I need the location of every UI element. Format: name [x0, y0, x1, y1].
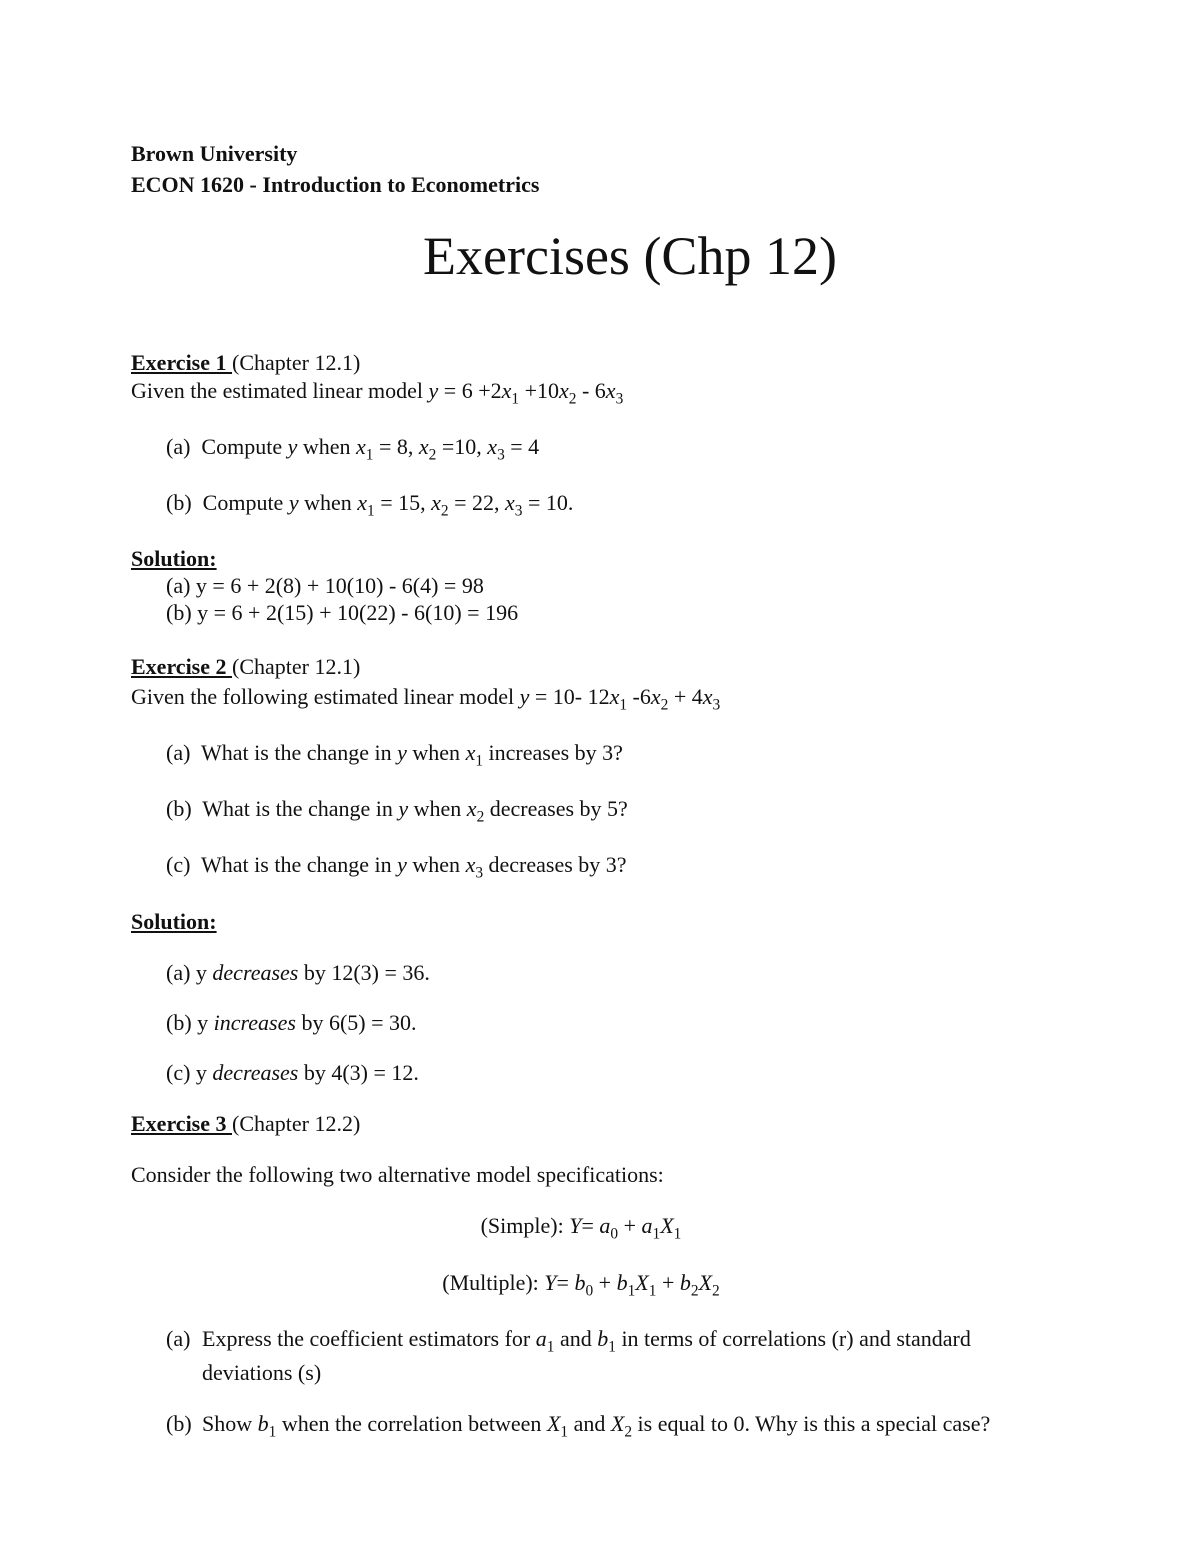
- exercise-3-heading: Exercise 3: [131, 1111, 233, 1136]
- exercise-3-heading-line: [131, 1111, 360, 1137]
- exercise-2-prompt: Given the following estimated linear model y = 10- $12x_1$ $-6x_2 + 4x_3$: [131, 684, 721, 714]
- multiple-model: (Multiple): $Y= b_0 + b_1X_1 + b_2X_2$: [442, 1270, 720, 1300]
- exercise-3-part-a: Express the coefficient estimators for $a_1$ and $b_1$ in terms of correlations (r) and standard deviations (s): [202, 1326, 971, 1385]
- exercise-1-solution-b: (b) y = 6 + 2(15) + 10(22) - 6(10) = 196: [166, 600, 519, 625]
- page-title: Exercises (Chp 12): [423, 226, 837, 286]
- exercise-1-prompt: Given the estimated linear model $y = 6 +2x_1 +10x_2 - 6x_3$: [131, 378, 624, 408]
- exercise-2-heading: Exercise 2: [131, 654, 233, 679]
- exercise-3-chapter: (Chapter 12.2): [232, 1111, 361, 1136]
- exercise-3-part-b-label: (b): [166, 1411, 192, 1436]
- institution-name: Brown University: [131, 141, 298, 166]
- exercise-2-part-b: (b) What is the change in y when $x_2$ decreases by 5?: [166, 796, 628, 826]
- exercise-1-heading: Exercise 1: [131, 350, 233, 375]
- exercise-3-part-b: Show $b_1$ when the correlation between $X_1$ and $X_2$ is equal to 0. Why is this a special case?: [202, 1411, 991, 1441]
- exercise-2-solution-c: (c) y decreases by 4(3) = 12.: [166, 1060, 419, 1085]
- exercise-2-solution-heading: Solution:: [131, 909, 217, 934]
- exercise-2-chapter: (Chapter 12.1): [232, 654, 361, 679]
- exercise-1-part-b: (b) Compute y when $x_1 = 15$, $x_2 = 22$, $x_3 = 10$.: [166, 490, 574, 520]
- exercise-1-heading-line: [131, 350, 360, 376]
- exercise-1-chapter: (Chapter 12.1): [232, 350, 361, 375]
- exercise-1-solution-a: (a) y = 6 + 2(8) + 10(10) - 6(4) = 98: [166, 573, 484, 598]
- exercise-3-part-a-label: (a): [166, 1326, 191, 1351]
- course-name: ECON 1620 - Introduction to Econometrics: [131, 172, 540, 197]
- exercise-2-part-a: (a) What is the change in y when $x_1$ increases by 3?: [166, 740, 623, 770]
- exercise-2-heading-line: [131, 654, 360, 680]
- exercise-1-part-a: (a) Compute y when $x_1 = 8$, $x_2 =10$, $x_3 = 4$: [166, 434, 540, 464]
- simple-model: (Simple): $Y= a_0 + a_1X_1$: [480, 1213, 682, 1243]
- exercise-2-solution-a: (a) y decreases by 12(3) = 36.: [166, 960, 430, 985]
- exercise-2-solution-b: (b) y increases by 6(5) = 30.: [166, 1010, 417, 1035]
- exercise-1-solution-heading: Solution:: [131, 546, 217, 571]
- exercise-2-part-c: (c) What is the change in y when $x_3$ decreases by 3?: [166, 852, 627, 882]
- exercise-3-prompt: Consider the following two alternative model specifications:: [131, 1162, 664, 1187]
